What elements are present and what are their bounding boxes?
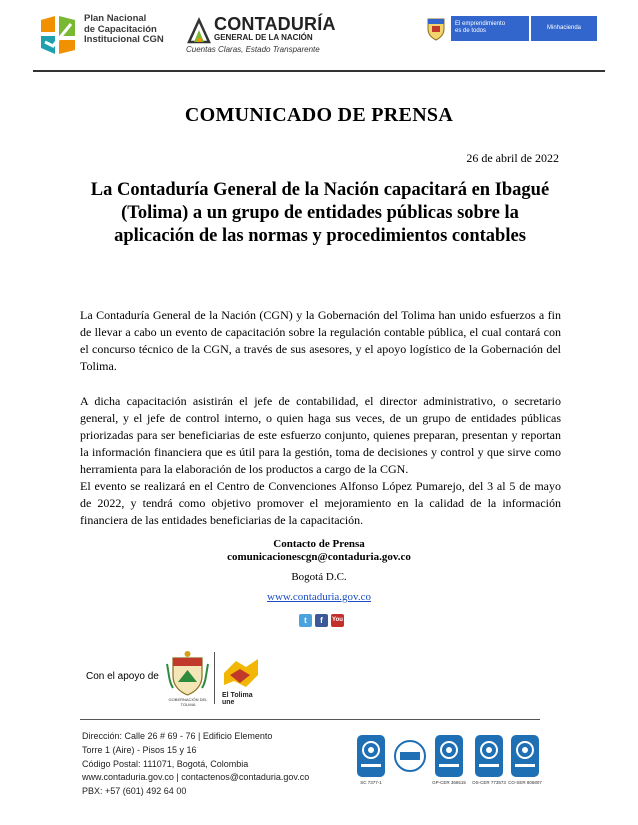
icontec-cert-icon: [474, 734, 504, 778]
icontec-cert-icon: [434, 734, 464, 778]
tolima-une-logo-icon: [220, 655, 262, 691]
cgn-logo-icon: [186, 16, 212, 46]
support-label: Con el apoyo de: [86, 671, 159, 682]
cgn-subtitle: GENERAL DE LA NACIÓN: [214, 33, 313, 42]
footer-line: PBX: +57 (601) 492 64 00: [82, 786, 187, 797]
footer-line: Dirección: Calle 26 # 69 - 76 | Edificio Elemento: [82, 731, 273, 741]
paragraph-1: La Contaduría General de la Nación (CGN) y la Gobernación del Tolima han unido esfuerzos a fin de llevar a cabo un evento de capacitación sobre la regulación contable pública, el cual contará con el concurso técnico de la CGN, a través de sus asesores, y el apoyo logístico de la Gobernación del Tolima.: [80, 308, 561, 373]
paragraph-3: El evento se realizará en el Centro de Convenciones Alfonso López Pumarejo, del 3 al 5 de mayo de 2022, y tendrá como objetivo promover el mejoramiento en la calidad de la información financiera de las entidades beneficiarias de la capacitación.: [80, 479, 561, 527]
tolima-slogan: El Tolima une: [222, 692, 253, 706]
youtube-icon[interactable]: You: [331, 614, 344, 627]
twitter-icon[interactable]: t: [299, 614, 312, 627]
press-contact-email: comunicacionescgn@contaduria.gov.co: [227, 551, 411, 563]
pnc-name: Plan Nacional de Capacitación Institucional CGN: [84, 13, 164, 45]
footer-line: Código Postal: 111071, Bogotá, Colombia: [82, 758, 249, 769]
headline: La Contaduría General de la Nación capacitará en Ibagué (Tolima) a un grupo de entidades públicas sobre la aplicación de las normas y procedimientos contables: [90, 180, 550, 246]
release-date: 26 de abril de 2022: [466, 151, 559, 165]
cgn-name: CONTADURÍA: [214, 14, 336, 34]
press-contact-title: Contacto de Prensa: [273, 538, 365, 550]
tolima-shield-icon: [165, 650, 210, 698]
press-release-title: COMUNICADO DE PRENSA: [184, 104, 454, 126]
page-header: [0, 0, 638, 70]
icontec-cert-icon: [356, 734, 386, 778]
header-divider: [33, 70, 605, 72]
footer-address: [82, 730, 309, 799]
cert-code: SC 7377-1: [360, 780, 382, 785]
cert-code: CO-SER 806807: [508, 780, 542, 785]
facebook-icon[interactable]: f: [315, 614, 328, 627]
minhacienda-band: Minhacienda: [531, 16, 597, 41]
website-link[interactable]: www.contaduria.gov.co: [267, 591, 371, 603]
gov-slogan-band: El emprendimiento es de todos: [451, 16, 529, 41]
footer-divider: [80, 719, 540, 720]
pnc-logo-icon: [37, 14, 79, 56]
shield-caption: GOBERNACIÓN DEL TOLIMA: [168, 697, 208, 707]
footer-line: www.contaduria.gov.co | contactenos@contaduria.gov.co: [82, 772, 310, 783]
cert-code: GP-CER 366515: [432, 780, 466, 785]
support-divider: [214, 652, 215, 704]
cert-code: OS-CER 773573: [472, 780, 506, 785]
colombia-shield-icon: [425, 16, 447, 41]
footer-line: Torre 1 (Aire) - Pisos 15 y 16: [82, 744, 197, 755]
press-contact-city: Bogotá D.C.: [291, 571, 347, 583]
certification-badges: [356, 734, 556, 796]
cgn-slogan: Cuentas Claras, Estado Transparente: [186, 45, 320, 54]
iqnet-cert-icon: [394, 734, 426, 778]
paragraph-2: A dicha capacitación asistirán el jefe de contabilidad, el director administrativo, o secretario general, y el jefe de control interno, o quien haga sus veces, de un grupo de entidades públicas priorizadas para ser beneficiarias de este esfuerzo conjunto, quienes preparan, presentan y reportan la información financiera que es útil para la gestión, toma de decisiones y control y que sirve como herramienta para la elaboración de los productos a cargo de la CGN.: [80, 394, 561, 476]
government-brand: [425, 16, 597, 41]
icontec-cert-icon: [510, 734, 540, 778]
